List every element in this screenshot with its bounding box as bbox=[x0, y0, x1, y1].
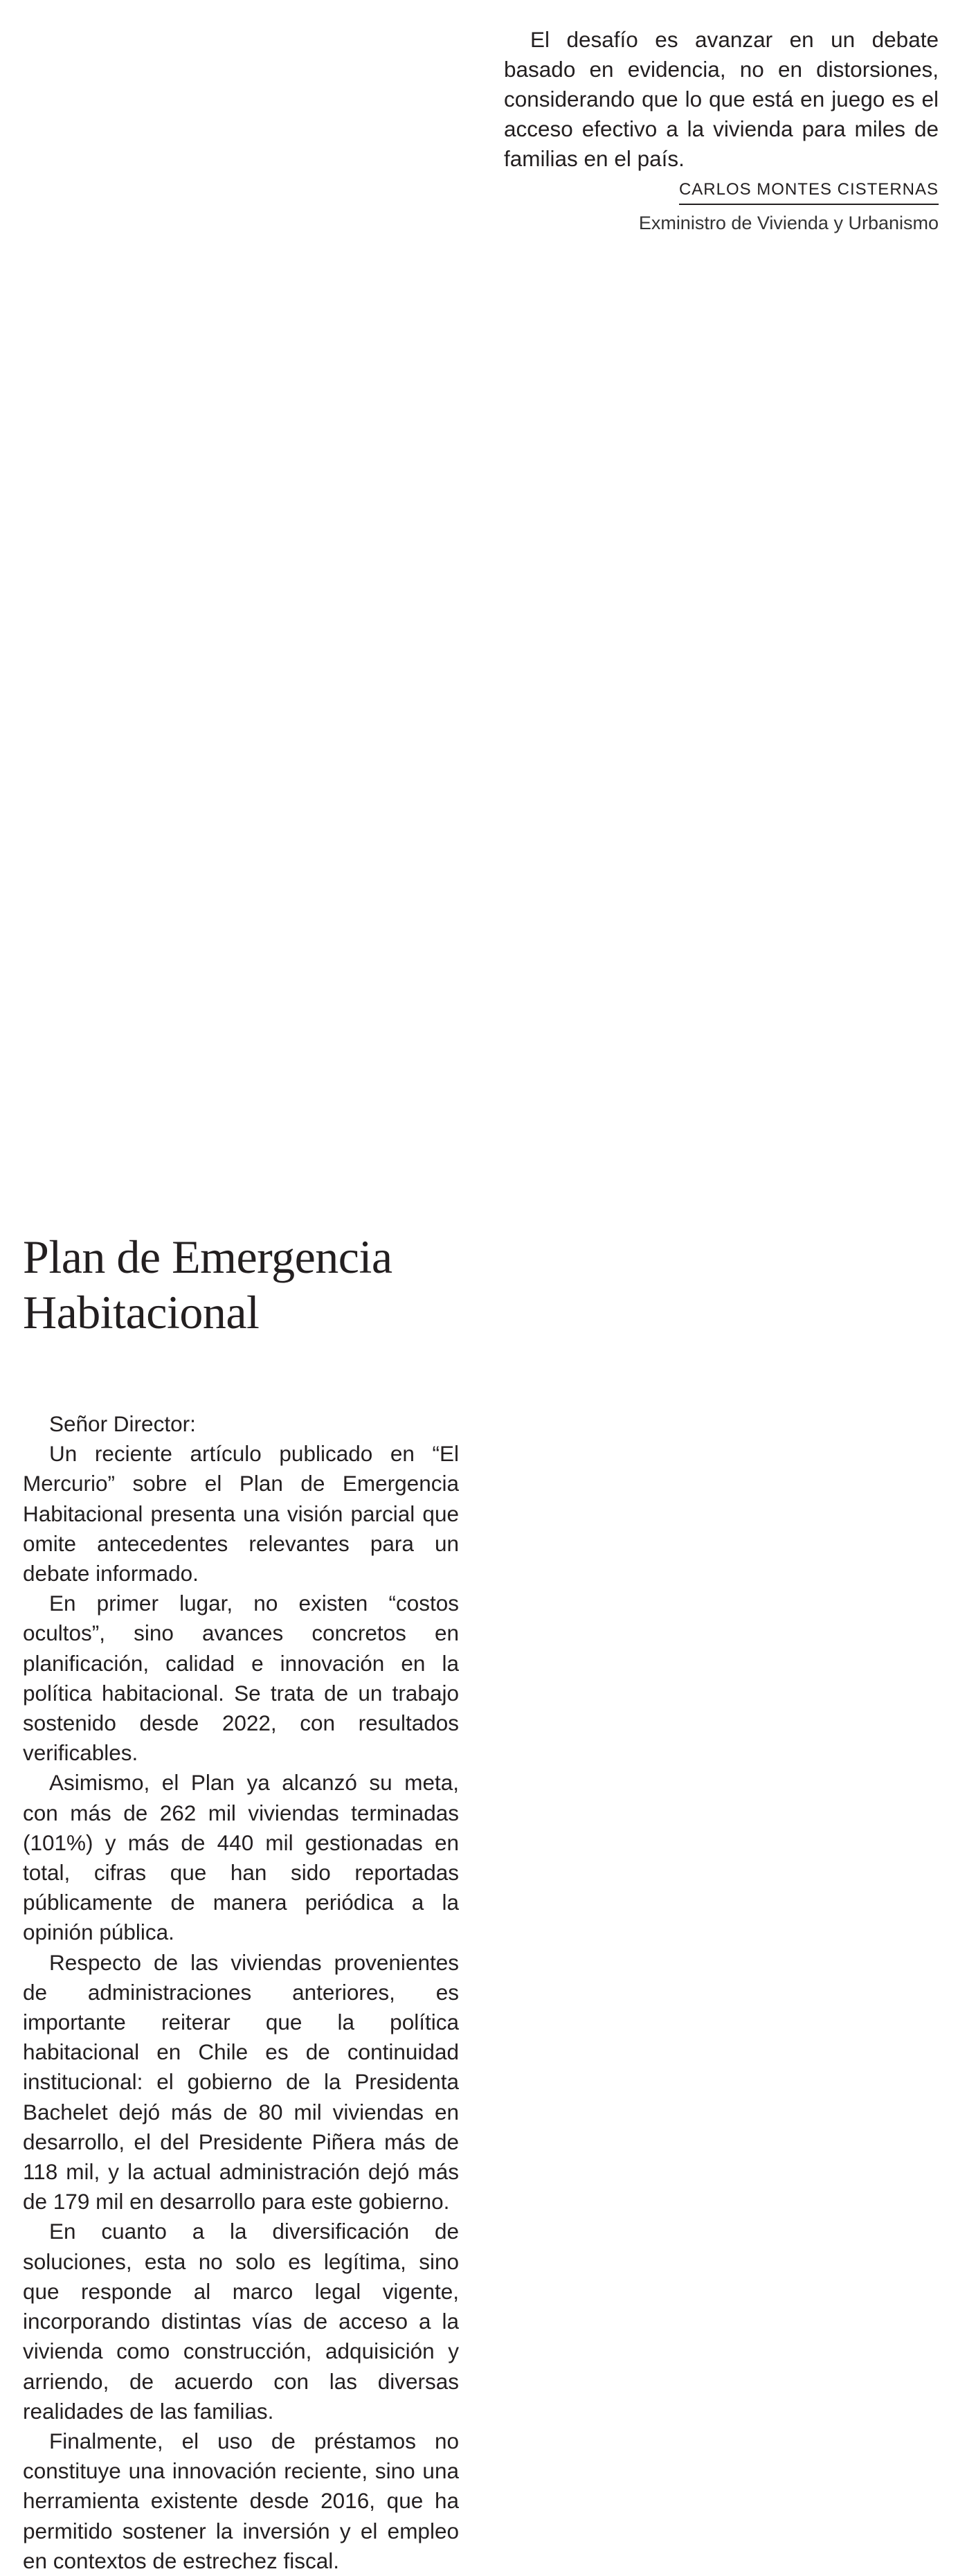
salutation: Señor Director: bbox=[49, 1411, 196, 1436]
letter bbox=[23, 1229, 459, 2576]
paragraph: Finalmente, el uso de préstamos no constituye una innovación reciente, sino una herramienta existente desde 2016, que ha permitido sostener la inversión y el empleo en contextos de estrechez fiscal. bbox=[23, 2428, 459, 2573]
letter-title-line-2: Habitacional bbox=[23, 1286, 260, 1339]
previous-letter-continuation bbox=[504, 25, 939, 237]
letter-title bbox=[23, 1229, 459, 1340]
letter-title-line-1: Plan de Emergencia bbox=[23, 1231, 392, 1283]
paragraph: Un reciente artículo publicado en “El Mercurio” sobre el Plan de Emergencia Habitacional presenta una visión parcial que omite antecedentes relevantes para un debate informado. bbox=[23, 1441, 459, 1586]
paragraph: En primer lugar, no existen “costos ocultos”, sino avances concretos en planificación, calidad e innovación en la política habitacional. Se trata de un trabajo sostenido desde 2022, con resultados verificables. bbox=[23, 1591, 459, 1766]
paragraph: Respecto de las viviendas provenientes de administraciones anteriores, es importante reiterar que la política habitacional en Chile es de continuidad institucional: el gobierno de la Presidenta Bachelet dejó más de 80 mil viviendas en desarrollo, el del Presidente Piñera más de 118 mil, y la actual administración dejó más de 179 mil en desarrollo para este gobierno. bbox=[23, 1949, 459, 2215]
closing-paragraph: El desafío es avanzar en un debate basado en evidencia, no en distorsiones, considerando que lo que está en juego es el acceso efectivo a la vivienda para miles de familias en el país. bbox=[504, 27, 939, 171]
paragraph: Asimismo, el Plan ya alcanzó su meta, con más de 262 mil viviendas terminadas (101%) y más de 440 mil gestionadas en total, cifras que han sido reportadas públicamente de manera periódica a la opinión pública. bbox=[23, 1770, 459, 1945]
signature-block bbox=[504, 178, 939, 237]
letter-body bbox=[23, 1409, 459, 2576]
paragraph: En cuanto a la diversificación de soluciones, esta no solo es legítima, sino que responde al marco legal vigente, incorporando distintas vías de acceso a la vivienda como construcción, adquisición y arriendo, de acuerdo con las diversas realidades de las familias. bbox=[23, 2219, 459, 2424]
author-role: Exministro de Vivienda y Urbanismo bbox=[638, 213, 939, 233]
author-name: CARLOS MONTES CISTERNAS bbox=[679, 178, 939, 205]
